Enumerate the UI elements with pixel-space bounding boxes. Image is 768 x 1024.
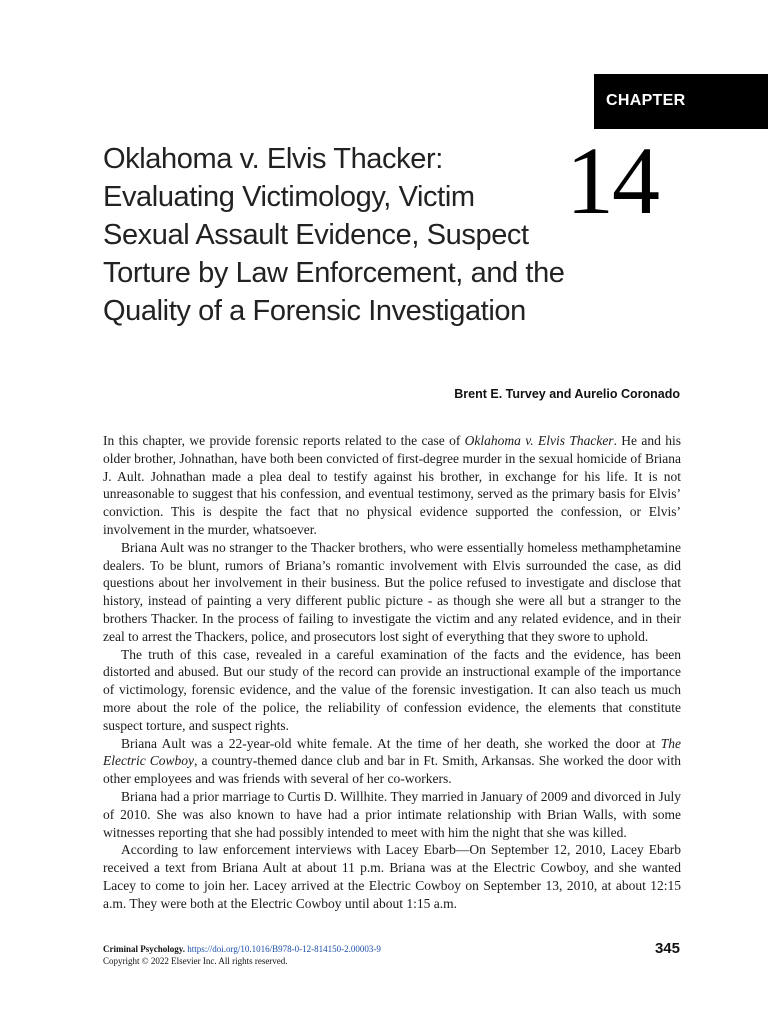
copyright-notice: Copyright © 2022 Elsevier Inc. All rights reserved.: [103, 956, 288, 966]
paragraph-text: Briana Ault was a 22-year-old white female. At the time of her death, she worked the door at: [121, 735, 661, 751]
chapter-label-text: CHAPTER: [606, 92, 686, 109]
paragraph: According to law enforcement interviews with Lacey Ebarb—On September 12, 2010, Lacey Ebarb received a text from Briana Ault at about 11 p.m. Briana was at the Electric Cowboy, and she wanted Lacey to come to join her. Lacey arrived at the Electric Cowboy on September 13, 2010, at about 12:15 a.m. They were both at the Electric Cowboy until about 1:15 a.m.: [103, 842, 681, 911]
book-title: Criminal Psychology.: [103, 944, 186, 954]
authors: Brent E. Turvey and Aurelio Coronado: [454, 387, 680, 401]
page-number: 345: [654, 940, 680, 957]
paragraph-text: . He and his older brother, Johnathan, have both been convicted of first-degree murder in the sexual homicide of Briana J. Ault. Johnathan made a plea deal to testify against his brother, in exchange for his life. It is not unreasonable to suggest that his confession, and eventual testimony, served as the primary basis for Elvis’ conviction. This is despite the fact that no physical evidence supported the confession, or Elvis’ involvement in the murder, whatsoever.: [103, 433, 681, 537]
paragraph-text: In this chapter, we provide forensic reports related to the case of: [103, 433, 465, 448]
chapter-number: 14: [566, 127, 658, 234]
doi-link[interactable]: https://doi.org/10.1016/B978-0-12-814150-2.00003-9: [187, 944, 381, 954]
paragraph: [103, 432, 681, 539]
paragraph: Briana Ault was no stranger to the Thacker brothers, who were essentially homeless methamphetamine dealers. To be blunt, rumors of Briana’s romantic involvement with Elvis surrounded the case, as did questions about her involvement in their business. But the police refused to investigate and disclose that history, instead of painting a very different public picture - as though she were all but a stranger to the brothers Thacker. In the process of failing to investigate the victim and any related evidence, and in their zeal to arrest the Thackers, police, and prosecutors lost sight of everything that they swore to uphold.: [103, 539, 681, 644]
title-line: Torture by Law Enforcement, and the: [103, 257, 565, 289]
paragraph: Briana had a prior marriage to Curtis D. Willhite. They married in January of 2009 and divorced in July of 2010. She was also known to have had a prior intimate relationship with Brian Walls, with some witnesses reporting that she had possibly intended to meet with him the night that she was killed.: [103, 788, 681, 840]
chapter-title: [103, 140, 583, 330]
title-line: Evaluating Victimology, Victim: [103, 181, 475, 213]
footer-citation: [103, 943, 381, 967]
paragraph: [103, 735, 681, 788]
title-line: Quality of a Forensic Investigation: [103, 295, 526, 327]
title-line: Oklahoma v. Elvis Thacker:: [103, 143, 443, 175]
title-line: Sexual Assault Evidence, Suspect: [103, 219, 529, 251]
case-name-italic: Oklahoma v. Elvis Thacker: [464, 433, 614, 448]
body-text: [103, 432, 681, 913]
paragraph-text: , a country-themed dance club and bar in Ft. Smith, Arkansas. She worked the door with other employees and was friends with several of her co-workers.: [103, 753, 681, 787]
paragraph: The truth of this case, revealed in a careful examination of the facts and the evidence, has been distorted and abused. But our study of the record can provide an instructional example of the importance of victimology, forensic evidence, and the value of the forensic investigation. It can also teach us much more about the role of the police, the reliability of confession evidence, the elements that constitute suspect torture, and suspect rights.: [103, 646, 681, 733]
chapter-label: [594, 74, 768, 128]
venue-name-italic: The Electric Cowboy: [103, 735, 681, 769]
